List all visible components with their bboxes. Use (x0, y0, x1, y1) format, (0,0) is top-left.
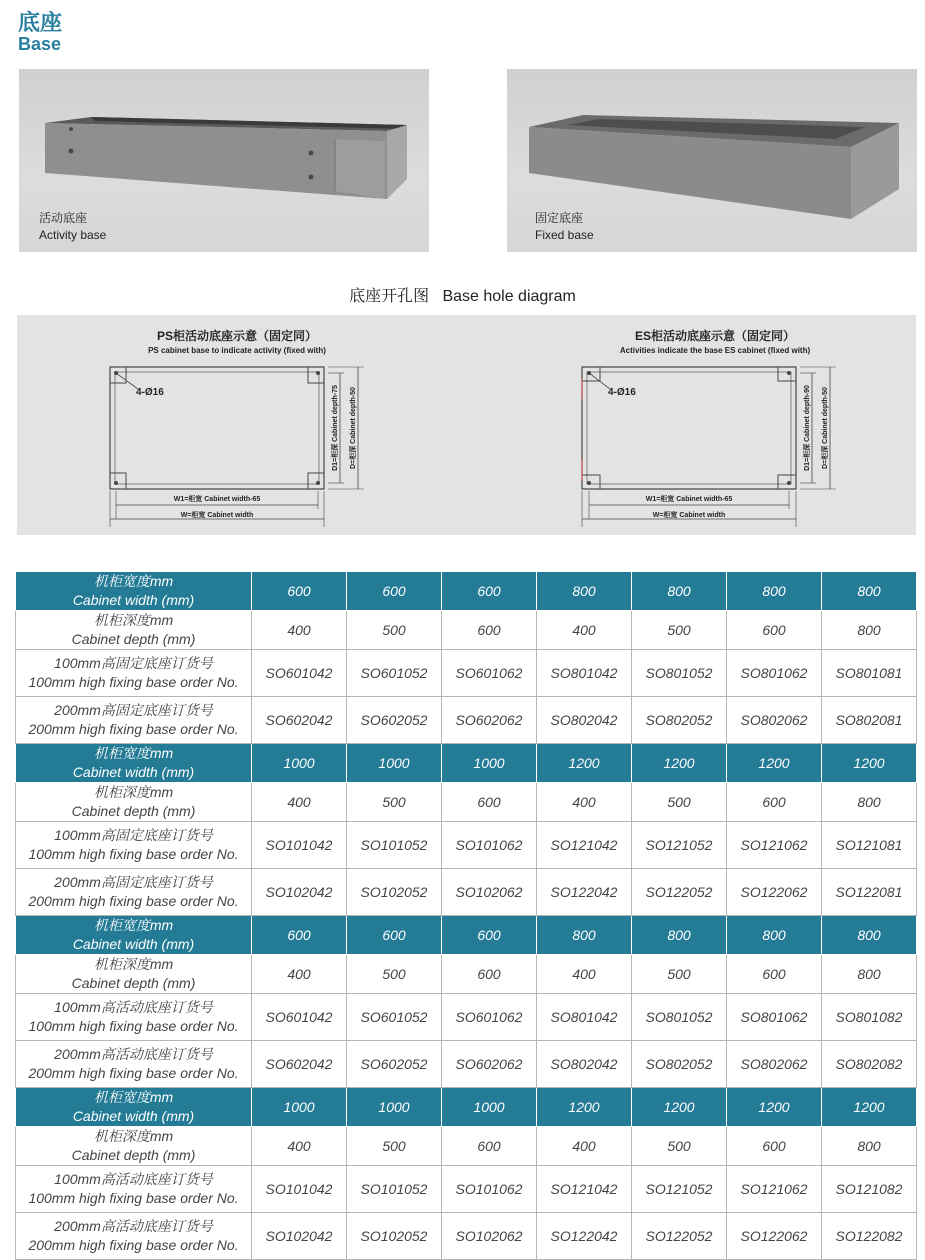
table-cell: 800 (727, 572, 822, 611)
table-cell: SO602062 (442, 1041, 537, 1088)
es-w-label: W=柜宽 Cabinet width (652, 512, 726, 519)
table-cell: 800 (822, 572, 917, 611)
depth-row (16, 611, 917, 650)
table-cell: SO801052 (632, 994, 727, 1041)
table-cell: SO802081 (822, 697, 917, 744)
order-100-row (16, 1166, 917, 1213)
table-cell: SO122082 (822, 1213, 917, 1260)
table-cell: SO101052 (347, 1166, 442, 1213)
order-200-row (16, 1213, 917, 1260)
row-label-en: 200mm high fixing base order No. (28, 1065, 239, 1081)
row-label-en: 100mm high fixing base order No. (28, 846, 239, 862)
table-cell: 600 (347, 572, 442, 611)
ps-base-drawing (102, 359, 377, 529)
row-label (16, 1127, 252, 1166)
table-cell: SO601052 (347, 650, 442, 697)
table-cell: SO802062 (727, 1041, 822, 1088)
fixed-base-caption-en: Fixed base (535, 228, 594, 242)
row-label-zh: 机柜宽度mm (93, 1089, 174, 1105)
es-diagram-subtitle: Activities indicate the base ES cabinet (fixed with) (619, 346, 811, 355)
table-cell: 600 (347, 916, 442, 955)
depth-row (16, 955, 917, 994)
table-cell: 500 (347, 783, 442, 822)
row-label (16, 611, 252, 650)
row-label-zh: 机柜深度mm (93, 956, 174, 972)
table-cell: 800 (727, 916, 822, 955)
row-label (16, 650, 252, 697)
order-200-row (16, 1041, 917, 1088)
es-w1-label: W1=柜宽 Cabinet width-65 (645, 496, 733, 503)
table-cell: SO801082 (822, 994, 917, 1041)
table-cell: 600 (442, 916, 537, 955)
es-hole-label: 4-Ø16 (608, 387, 636, 398)
table-cell: SO122052 (632, 1213, 727, 1260)
table-cell: SO102052 (347, 869, 442, 916)
ps-diagram-subtitle: PS cabinet base to indicate activity (fixed with) (148, 346, 326, 355)
table-cell: SO601052 (347, 994, 442, 1041)
table-cell: 1200 (727, 1088, 822, 1127)
table-cell: SO801042 (537, 994, 632, 1041)
table-cell: 1000 (442, 1088, 537, 1127)
row-label-en: 100mm high fixing base order No. (28, 1190, 239, 1206)
table-cell: 600 (727, 1127, 822, 1166)
table-cell: 1000 (442, 744, 537, 783)
table-cell: 600 (442, 955, 537, 994)
table-cell: SO102042 (252, 869, 347, 916)
order-100-row (16, 994, 917, 1041)
row-label-zh: 机柜深度mm (93, 784, 174, 800)
table-cell: 800 (822, 916, 917, 955)
row-label-en: Cabinet depth (mm) (71, 1147, 196, 1163)
table-cell: SO802042 (537, 697, 632, 744)
base-order-table (15, 571, 917, 1260)
row-label (16, 697, 252, 744)
table-cell: SO801081 (822, 650, 917, 697)
ps-diagram-title: PS柜活动底座示意（固定同） (156, 329, 317, 343)
table-cell: 400 (252, 1127, 347, 1166)
table-cell: 400 (537, 1127, 632, 1166)
table-cell: SO602042 (252, 1041, 347, 1088)
table-cell: 600 (442, 783, 537, 822)
order-100-row (16, 650, 917, 697)
table-cell: SO102062 (442, 869, 537, 916)
row-label-en: Cabinet width (mm) (72, 592, 195, 608)
table-cell: 800 (822, 955, 917, 994)
row-label-en: Cabinet depth (mm) (71, 975, 196, 991)
row-label-en: Cabinet depth (mm) (71, 803, 196, 819)
activity-base-photo (19, 69, 429, 252)
row-label-en: 100mm high fixing base order No. (28, 674, 239, 690)
table-cell: 600 (442, 1127, 537, 1166)
activity-base-caption-zh: 活动底座 (39, 211, 88, 225)
row-label-zh: 100mm高活动底座订货号 (54, 1171, 213, 1187)
page-title-zh: 底座 (18, 10, 63, 35)
table-cell: 1200 (537, 744, 632, 783)
table-cell: SO602042 (252, 697, 347, 744)
table-cell: SO121081 (822, 822, 917, 869)
table-cell: SO102042 (252, 1213, 347, 1260)
table-cell: SO121082 (822, 1166, 917, 1213)
table-cell: SO101062 (442, 1166, 537, 1213)
row-label-zh: 机柜宽度mm (93, 745, 174, 761)
row-label-en: 200mm high fixing base order No. (28, 1237, 239, 1253)
table-cell: SO802042 (537, 1041, 632, 1088)
table-cell: 1000 (347, 744, 442, 783)
table-cell: 1200 (822, 1088, 917, 1127)
es-diagram-title: ES柜活动底座示意（固定同） (634, 329, 795, 343)
table-cell: 600 (442, 572, 537, 611)
table-cell: 800 (632, 572, 727, 611)
table-cell: 600 (727, 783, 822, 822)
depth-row (16, 783, 917, 822)
table-cell: 500 (347, 611, 442, 650)
table-cell: 800 (822, 1127, 917, 1166)
row-label-zh: 200mm高活动底座订货号 (54, 1046, 213, 1062)
order-100-row (16, 822, 917, 869)
table-cell: SO121062 (727, 822, 822, 869)
es-d-label: D=柜深 Cabinet depth-50 (822, 387, 829, 469)
table-cell: SO802052 (632, 1041, 727, 1088)
table-cell: SO121042 (537, 1166, 632, 1213)
table-cell: SO122052 (632, 869, 727, 916)
row-label-zh: 100mm高固定底座订货号 (54, 655, 213, 671)
row-label (16, 572, 252, 611)
page-title-en: Base (18, 34, 62, 54)
ps-hole-label: 4-Ø16 (136, 387, 164, 398)
order-200-row (16, 697, 917, 744)
table-cell: 1200 (537, 1088, 632, 1127)
row-label-zh: 机柜深度mm (93, 612, 174, 628)
table-cell: 800 (537, 916, 632, 955)
row-label (16, 1166, 252, 1213)
table-cell: 600 (252, 916, 347, 955)
ps-w-label: W=柜宽 Cabinet width (180, 512, 254, 519)
row-label-en: Cabinet width (mm) (72, 764, 195, 780)
table-cell: SO801062 (727, 994, 822, 1041)
table-cell: 1200 (632, 744, 727, 783)
width-row (16, 744, 917, 783)
table-cell: 1000 (347, 1088, 442, 1127)
row-label-zh: 200mm高固定底座订货号 (54, 874, 213, 890)
row-label-zh: 200mm高固定底座订货号 (54, 702, 213, 718)
table-cell: 400 (537, 955, 632, 994)
table-cell: 500 (632, 955, 727, 994)
table-cell: 600 (727, 611, 822, 650)
table-cell: 1200 (822, 744, 917, 783)
row-label-zh: 100mm高固定底座订货号 (54, 827, 213, 843)
table-cell: SO101042 (252, 1166, 347, 1213)
ps-d-label: D=柜深 Cabinet depth-50 (350, 387, 357, 469)
table-cell: SO122042 (537, 1213, 632, 1260)
width-row (16, 916, 917, 955)
table-cell: SO601042 (252, 994, 347, 1041)
table-cell: 500 (347, 955, 442, 994)
table-cell: SO601062 (442, 994, 537, 1041)
table-cell: SO122062 (727, 1213, 822, 1260)
table-cell: 600 (442, 611, 537, 650)
table-cell: SO601062 (442, 650, 537, 697)
row-label (16, 744, 252, 783)
row-label-en: Cabinet depth (mm) (71, 631, 196, 647)
table-cell: 600 (727, 955, 822, 994)
table-cell: 500 (347, 1127, 442, 1166)
table-cell: 800 (632, 916, 727, 955)
table-cell: SO602052 (347, 1041, 442, 1088)
table-cell: SO122042 (537, 869, 632, 916)
table-cell: SO102052 (347, 1213, 442, 1260)
table-cell: SO102062 (442, 1213, 537, 1260)
table-cell: 400 (252, 955, 347, 994)
fixed-base-caption-zh: 固定底座 (535, 211, 584, 225)
row-label-en: 200mm high fixing base order No. (28, 721, 239, 737)
activity-base-caption-en: Activity base (39, 228, 107, 242)
table-cell: 1000 (252, 744, 347, 783)
table-cell: 800 (822, 611, 917, 650)
es-d1-label: D1=柜深 Cabinet depth-90 (804, 385, 811, 471)
table-cell: 1000 (252, 1088, 347, 1127)
table-cell: 500 (632, 783, 727, 822)
table-cell: SO121052 (632, 1166, 727, 1213)
row-label (16, 1213, 252, 1260)
row-label-zh: 100mm高活动底座订货号 (54, 999, 213, 1015)
row-label-zh: 200mm高活动底座订货号 (54, 1218, 213, 1234)
table-cell: SO602062 (442, 697, 537, 744)
width-row (16, 572, 917, 611)
row-label (16, 916, 252, 955)
diagram-panel (17, 315, 916, 535)
table-cell: 800 (822, 783, 917, 822)
row-label (16, 955, 252, 994)
table-cell: SO801062 (727, 650, 822, 697)
table-cell: SO101062 (442, 822, 537, 869)
row-label-en: Cabinet width (mm) (72, 936, 195, 952)
table-cell: 400 (252, 611, 347, 650)
table-cell: 500 (632, 1127, 727, 1166)
table-cell: SO121052 (632, 822, 727, 869)
table-cell: 500 (632, 611, 727, 650)
table-cell: 600 (252, 572, 347, 611)
table-cell: SO602052 (347, 697, 442, 744)
es-base-drawing (574, 359, 849, 529)
row-label (16, 1088, 252, 1127)
table-cell: SO121062 (727, 1166, 822, 1213)
table-cell: 400 (537, 611, 632, 650)
row-label (16, 869, 252, 916)
table-cell: SO601042 (252, 650, 347, 697)
row-label (16, 783, 252, 822)
table-cell: SO101052 (347, 822, 442, 869)
table-cell: SO802052 (632, 697, 727, 744)
table-cell: SO802082 (822, 1041, 917, 1088)
table-cell: 800 (537, 572, 632, 611)
row-label (16, 1041, 252, 1088)
row-label (16, 994, 252, 1041)
depth-row (16, 1127, 917, 1166)
table-cell: SO122081 (822, 869, 917, 916)
row-label-zh: 机柜宽度mm (93, 573, 174, 589)
row-label-en: 200mm high fixing base order No. (28, 893, 239, 909)
row-label-en: 100mm high fixing base order No. (28, 1018, 239, 1034)
table-cell: SO122062 (727, 869, 822, 916)
table-cell: SO121042 (537, 822, 632, 869)
fixed-base-photo (507, 69, 917, 252)
width-row (16, 1088, 917, 1127)
table-cell: SO801052 (632, 650, 727, 697)
ps-d1-label: D1=柜深 Cabinet depth-75 (332, 385, 339, 471)
order-200-row (16, 869, 917, 916)
table-cell: SO802062 (727, 697, 822, 744)
table-cell: SO101042 (252, 822, 347, 869)
table-cell: 400 (252, 783, 347, 822)
row-label-en: Cabinet width (mm) (72, 1108, 195, 1124)
row-label-zh: 机柜宽度mm (93, 917, 174, 933)
table-cell: 400 (537, 783, 632, 822)
row-label (16, 822, 252, 869)
table-cell: 1200 (632, 1088, 727, 1127)
row-label-zh: 机柜深度mm (93, 1128, 174, 1144)
table-cell: 1200 (727, 744, 822, 783)
diagram-title: 底座开孔图 Base hole diagram (349, 288, 576, 305)
ps-w1-label: W1=柜宽 Cabinet width-65 (173, 496, 261, 503)
table-cell: SO801042 (537, 650, 632, 697)
